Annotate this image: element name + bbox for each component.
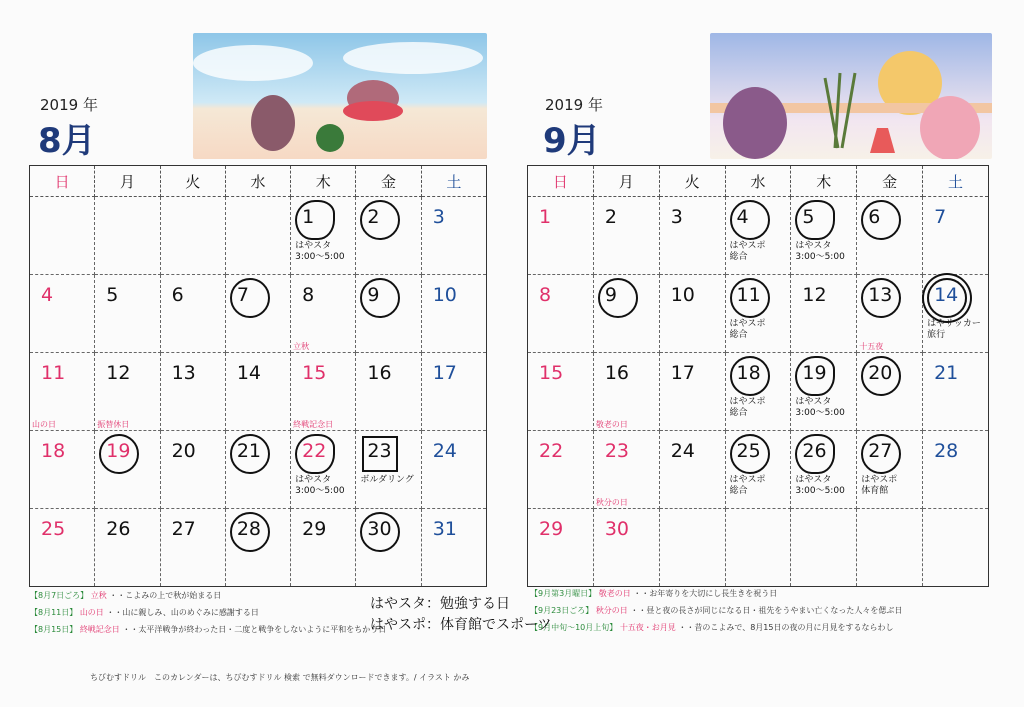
day-cell[interactable]: [291, 509, 356, 587]
day-number: 8: [302, 284, 315, 306]
day-number: 29: [302, 518, 327, 540]
weekday-header: 日: [30, 166, 95, 197]
footnote-text: ・・こよみの上で秋が始まる日: [109, 591, 222, 600]
day-number: 28: [236, 518, 262, 540]
week-row: [528, 275, 989, 353]
day-number: 26: [802, 440, 827, 462]
weekday-header: 土: [421, 166, 486, 197]
day-number: 6: [868, 206, 881, 228]
weekday-header: 月: [593, 166, 659, 197]
day-cell[interactable]: [659, 197, 725, 275]
day-cell[interactable]: [356, 431, 421, 509]
day-number: 14: [236, 362, 262, 384]
day-cell[interactable]: [659, 353, 725, 431]
day-cell[interactable]: [421, 197, 486, 275]
day-cell[interactable]: [30, 509, 95, 587]
day-cell[interactable]: [95, 197, 160, 275]
day-number: 16: [604, 362, 630, 384]
footnote-date: 【9月中旬〜10月上旬】: [530, 623, 620, 632]
handwritten-note: はやスポ 総合: [729, 319, 766, 340]
day-cell[interactable]: [725, 353, 791, 431]
circle-mark: [230, 278, 270, 318]
weekday-header: 水: [225, 166, 290, 197]
holiday-label: 十五夜: [859, 342, 884, 351]
september-illustration: [710, 33, 992, 159]
week-row: [30, 509, 487, 587]
weekday-header: 火: [659, 166, 725, 197]
footnote-date: 【9月第3月曜日】: [530, 589, 599, 598]
day-cell[interactable]: [659, 431, 725, 509]
handwritten-note: はやスタ 3:00〜5:00: [795, 241, 845, 262]
footnote-item: [530, 605, 902, 616]
footnote-name: 立秋: [90, 591, 110, 600]
holiday-label: 敬老の日: [595, 420, 628, 429]
day-number: 3: [670, 206, 683, 228]
day-cell[interactable]: [95, 509, 160, 587]
day-number: 23: [604, 440, 630, 462]
week-row: [30, 431, 487, 509]
footnote-date: 【8月7日ごろ】: [30, 591, 91, 600]
footnote-name: 終戦記念日: [79, 625, 123, 634]
circle-mark: [861, 200, 901, 240]
day-number: 9: [604, 284, 617, 306]
day-number: 16: [367, 362, 392, 384]
circle-mark: [360, 200, 400, 240]
day-number: 4: [41, 284, 54, 306]
day-number: 1: [302, 206, 315, 228]
legend-sports: はやスポ：体育館でスポーツ: [370, 617, 552, 633]
footnote-date: 【8月15日】: [30, 625, 80, 634]
day-number: 4: [736, 206, 749, 228]
august-illustration: [193, 33, 487, 159]
day-cell[interactable]: [791, 431, 857, 509]
day-cell[interactable]: [659, 509, 725, 587]
day-cell[interactable]: [160, 509, 225, 587]
day-cell[interactable]: [725, 509, 791, 587]
day-number: 15: [539, 362, 564, 384]
day-cell[interactable]: [857, 342, 923, 431]
day-cell[interactable]: [528, 197, 594, 275]
handwritten-note: はやスポ 総合: [729, 241, 766, 262]
september-year: 2019 年: [545, 96, 603, 114]
day-cell[interactable]: [791, 275, 857, 353]
day-number: 22: [539, 440, 564, 462]
day-cell[interactable]: [857, 509, 923, 587]
handwritten-note: はやサッカー 旅行: [927, 319, 981, 340]
circle-mark: [360, 278, 400, 318]
day-cell[interactable]: [225, 509, 290, 587]
day-cell[interactable]: [30, 420, 95, 509]
day-cell[interactable]: [791, 353, 857, 431]
day-number: 27: [868, 440, 893, 462]
week-row: [528, 197, 989, 275]
day-cell[interactable]: [95, 420, 160, 509]
day-number: 22: [302, 440, 327, 462]
day-number: 3: [432, 206, 445, 228]
day-number: 28: [934, 440, 959, 462]
august-month: 8月: [38, 121, 96, 161]
footnote-item: [530, 622, 893, 633]
footnote-text: ・・昔のこよみで、8月15日の夜の月に月見をするならわし: [678, 623, 894, 632]
day-cell[interactable]: [356, 353, 421, 431]
day-number: 30: [604, 518, 630, 540]
day-cell[interactable]: [857, 197, 923, 275]
day-number: 23: [367, 440, 392, 462]
footnote-text: ・・山に親しみ、山のめぐみに感謝する日: [106, 608, 259, 617]
day-number: 26: [106, 518, 131, 540]
legend-study: はやスタ：勉強する日: [370, 596, 510, 612]
day-number: 10: [432, 284, 457, 306]
day-cell[interactable]: [593, 197, 659, 275]
day-number: 12: [106, 362, 131, 384]
weekday-header: 火: [160, 166, 225, 197]
footnote-date: 【8月11日】: [30, 608, 80, 617]
day-number: 13: [171, 362, 196, 384]
weekday-header: 水: [725, 166, 791, 197]
day-cell[interactable]: [421, 509, 486, 587]
day-cell[interactable]: [421, 353, 486, 431]
footnote-item: [30, 607, 259, 618]
weekday-header: 日: [528, 166, 594, 197]
day-cell[interactable]: [593, 498, 659, 587]
day-number: 7: [236, 284, 249, 306]
day-cell[interactable]: [421, 431, 486, 509]
august-year: 2019 年: [40, 96, 98, 114]
handwritten-note: はやスポ 総合: [729, 397, 766, 418]
holiday-label: 立秋: [293, 342, 310, 351]
day-number: 8: [539, 284, 552, 306]
handwritten-note: はやスタ 3:00〜5:00: [795, 397, 845, 418]
footnote-text: ・・太平洋戦争が終わった日・二度と戦争をしないように平和をちかう日: [122, 625, 387, 634]
holiday-label: 秋分の日: [595, 498, 628, 507]
day-cell[interactable]: [528, 431, 594, 509]
heart-mark: [795, 200, 835, 240]
day-number: 11: [41, 362, 66, 384]
handwritten-note: はやスポ 体育館: [861, 475, 898, 496]
weekday-header: 土: [923, 166, 989, 197]
day-cell[interactable]: [30, 197, 95, 275]
day-number: 15: [302, 362, 327, 384]
footnote-name: 山の日: [79, 608, 107, 617]
day-number: 5: [106, 284, 119, 306]
heart-mark: [295, 200, 335, 240]
day-number: 2: [604, 206, 617, 228]
week-row: [30, 275, 487, 353]
day-number: 13: [868, 284, 893, 306]
day-cell[interactable]: [225, 431, 290, 509]
circle-mark: [730, 200, 770, 240]
september-month: 9月: [543, 121, 601, 161]
day-cell[interactable]: [160, 431, 225, 509]
day-number: 24: [670, 440, 695, 462]
footnote-item: [30, 624, 386, 635]
day-cell[interactable]: [528, 275, 594, 353]
day-cell[interactable]: [528, 509, 594, 587]
day-cell[interactable]: [923, 431, 989, 509]
footnote-item: [30, 590, 221, 601]
day-cell[interactable]: [160, 353, 225, 431]
moon-viewing-illustration: [710, 33, 992, 159]
day-cell[interactable]: [857, 431, 923, 509]
day-cell[interactable]: [356, 197, 421, 275]
holiday-label: 山の日: [32, 420, 56, 429]
footnote-name: 敬老の日: [598, 589, 634, 598]
week-row: [30, 197, 487, 275]
day-cell[interactable]: [356, 509, 421, 587]
day-number: 19: [106, 440, 131, 462]
day-cell[interactable]: [923, 353, 989, 431]
day-number: 17: [670, 362, 695, 384]
day-cell[interactable]: [791, 509, 857, 587]
day-number: 9: [367, 284, 380, 306]
handwritten-note: はやスタ 3:00〜5:00: [795, 475, 845, 496]
day-number: 24: [432, 440, 457, 462]
holiday-label: 振替休日: [97, 420, 130, 429]
day-cell[interactable]: [356, 275, 421, 353]
day-number: 25: [41, 518, 66, 540]
day-number: 19: [802, 362, 827, 384]
holiday-label: 終戦記念日: [293, 420, 334, 429]
day-cell[interactable]: [528, 353, 594, 431]
day-cell[interactable]: [291, 197, 356, 275]
day-number: 30: [367, 518, 392, 540]
weekday-header: 木: [791, 166, 857, 197]
day-cell[interactable]: [725, 431, 791, 509]
footnote-item: [530, 588, 777, 599]
handwritten-note: ボルダリング: [360, 475, 414, 485]
day-cell[interactable]: [923, 509, 989, 587]
day-cell[interactable]: [923, 197, 989, 275]
day-cell[interactable]: [923, 275, 989, 353]
day-cell[interactable]: [225, 275, 290, 353]
day-number: 21: [934, 362, 959, 384]
day-cell[interactable]: [725, 275, 791, 353]
day-number: 2: [367, 206, 380, 228]
day-number: 10: [670, 284, 695, 306]
handwritten-note: はやスタ 3:00〜5:00: [295, 241, 345, 262]
day-cell[interactable]: [225, 353, 290, 431]
day-number: 17: [432, 362, 457, 384]
footnote-name: 十五夜・お月見: [619, 623, 679, 632]
day-number: 5: [802, 206, 815, 228]
day-number: 1: [539, 206, 552, 228]
day-number: 12: [802, 284, 827, 306]
day-cell[interactable]: [225, 197, 290, 275]
weekday-header: 木: [291, 166, 356, 197]
day-number: 21: [236, 440, 262, 462]
day-number: 29: [539, 518, 564, 540]
day-number: 20: [868, 362, 893, 384]
day-cell[interactable]: [659, 275, 725, 353]
day-cell[interactable]: [95, 275, 160, 353]
day-number: 31: [432, 518, 457, 540]
footnote-text: ・・お年寄りを大切にし長生きを祝う日: [633, 589, 778, 598]
day-number: 6: [171, 284, 184, 306]
day-number: 25: [736, 440, 761, 462]
day-number: 11: [736, 284, 761, 306]
day-cell[interactable]: [421, 275, 486, 353]
day-number: 14: [934, 284, 959, 306]
beach-boar-illustration: [193, 33, 487, 159]
august-calendar-grid: [29, 165, 487, 587]
day-cell[interactable]: [725, 197, 791, 275]
handwritten-note: はやスポ 総合: [729, 475, 766, 496]
day-cell[interactable]: [160, 275, 225, 353]
credit-line: ちびむすドリル このカレンダーは、ちびむすドリル 検索 で無料ダウンロードできます。/ イラスト かみ: [90, 673, 470, 682]
day-cell[interactable]: [30, 275, 95, 353]
circle-mark: [598, 278, 638, 318]
day-cell[interactable]: [160, 197, 225, 275]
weekday-header: 月: [95, 166, 160, 197]
day-number: 7: [934, 206, 947, 228]
day-cell[interactable]: [791, 197, 857, 275]
day-cell[interactable]: [593, 275, 659, 353]
handwritten-note: はやスタ 3:00〜5:00: [295, 475, 345, 496]
footnote-name: 秋分の日: [595, 606, 631, 615]
september-calendar-grid: [527, 165, 989, 587]
weekday-header: 金: [857, 166, 923, 197]
day-number: 20: [171, 440, 196, 462]
footnote-text: ・・昼と夜の長さが同じになる日・祖先をうやまい亡くなった人々を偲ぶ日: [630, 606, 903, 615]
weekday-header: 金: [356, 166, 421, 197]
day-number: 27: [171, 518, 196, 540]
day-number: 18: [41, 440, 66, 462]
day-number: 18: [736, 362, 761, 384]
footnote-date: 【9月23日ごろ】: [530, 606, 596, 615]
day-cell[interactable]: [291, 420, 356, 509]
week-row: [528, 509, 989, 587]
